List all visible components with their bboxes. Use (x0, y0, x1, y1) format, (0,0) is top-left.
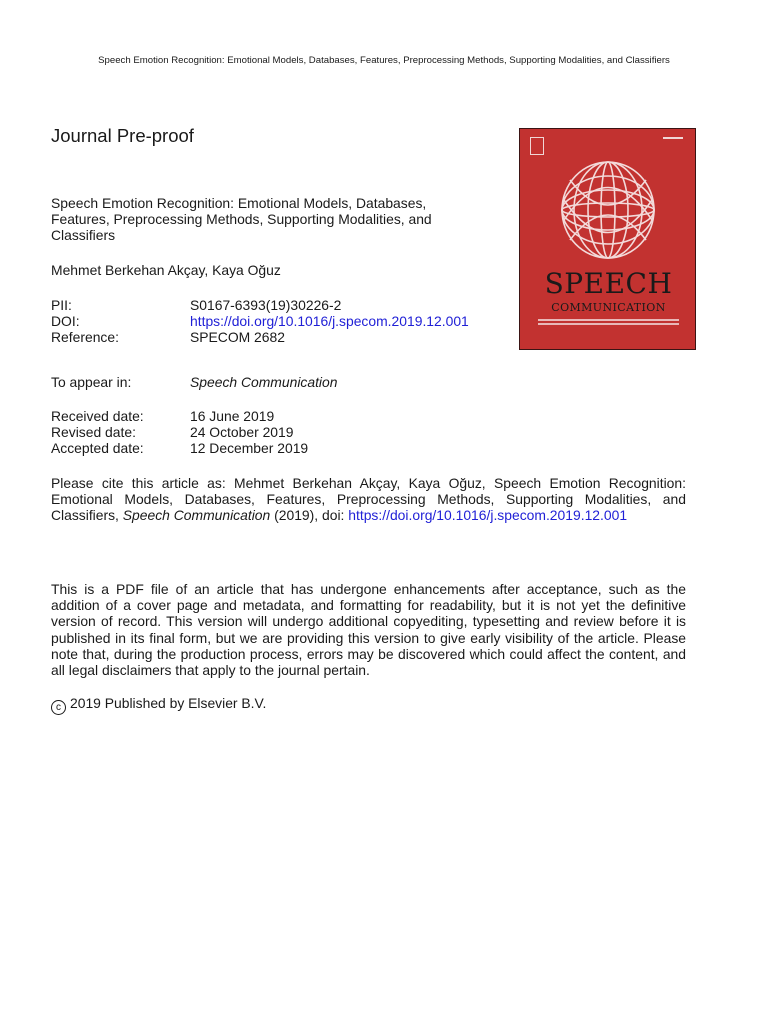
citation-paragraph (51, 475, 686, 524)
journal-pre-proof-title: Journal Pre-proof (51, 125, 194, 146)
revised-label: Revised date: (51, 424, 136, 441)
globe-icon (550, 155, 667, 263)
doi-link[interactable]: https://doi.org/10.1016/j.specom.2019.12.001 (190, 313, 469, 330)
revised-value: 24 October 2019 (190, 424, 294, 441)
citation-journal: Speech Communication (122, 507, 271, 524)
accepted-value: 12 December 2019 (190, 440, 309, 457)
copyright-icon: c (51, 700, 66, 715)
citation-doi-link[interactable]: https://doi.org/10.1016/j.specom.2019.12.001 (348, 507, 628, 524)
running-head: Speech Emotion Recognition: Emotional Models, Databases, Features, Preprocessing Methods, Supporting Modalities, and Classifiers (98, 55, 670, 66)
cover-subtitle: COMMUNICATION (551, 301, 666, 314)
appear-label: To appear in: (51, 374, 132, 390)
doi-label: DOI: (51, 313, 80, 330)
citation-middle: (2019), doi: (274, 507, 345, 524)
reference-label: Reference: (51, 329, 119, 346)
appear-journal: Speech Communication (190, 374, 338, 390)
received-label: Received date: (51, 408, 144, 424)
article-authors: Mehmet Berkehan Akçay, Kaya Oğuz (51, 262, 281, 278)
reference-value: SPECOM 2682 (190, 329, 285, 346)
accepted-label: Accepted date: (51, 440, 144, 457)
pii-label: PII: (51, 297, 72, 313)
cover-title: SPEECH (544, 267, 673, 300)
elsevier-logo-icon (530, 137, 544, 155)
issn-mark (663, 137, 683, 139)
copyright-line (51, 695, 266, 715)
disclaimer-paragraph: This is a PDF file of an article that has undergone enhancements after acceptance, such as the addition of a cover page and metadata, and formatting for readability, but it is not yet the definitive version of record. This version will undergo additional copyediting, typesetting and review before it is published in its final form, but we are providing this version to give early visibility of the article. Please note that, during the production process, errors may be discovered which could affect the content, and all legal disclaimers that apply to the journal pertain. (51, 581, 686, 679)
article-title: Speech Emotion Recognition: Emotional Models, Databases, Features, Preprocessing Methods, Supporting Modalities, and Classifiers (51, 195, 432, 244)
copyright-text: 2019 Published by Elsevier B.V. (70, 695, 267, 711)
received-value: 16 June 2019 (190, 408, 275, 424)
citation-prefix: Please cite this article as: Mehmet Berkehan Akçay, Kaya Oğuz, Speech Emotion Recognition: Emotional Models, Databases, Features, Preprocessing Methods, Supporting Modalities, and Classifiers, (51, 475, 686, 524)
cover-tagline (538, 319, 679, 327)
pii-value: S0167-6393(19)30226-2 (190, 297, 342, 313)
journal-cover-image (519, 128, 696, 350)
